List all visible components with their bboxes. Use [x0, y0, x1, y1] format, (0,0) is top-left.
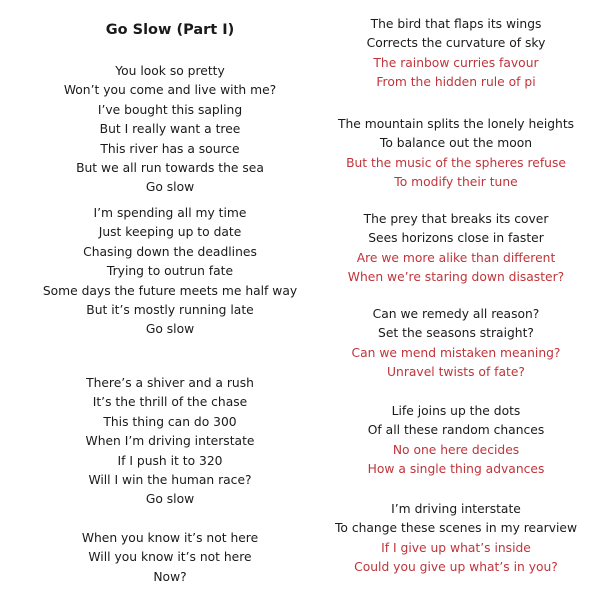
lyric-line: Some days the future meets me half way	[42, 283, 298, 298]
lyric-line-highlighted: How a single thing advances	[367, 462, 545, 477]
lyric-line-highlighted: If I give up what’s inside	[381, 540, 531, 555]
stanza	[30, 374, 310, 510]
lyric-line: When you know it’s not here	[81, 531, 259, 545]
stanza	[322, 15, 590, 93]
lyric-line: The prey that breaks its cover	[363, 212, 549, 226]
lyric-line: Just keeping up to date	[98, 225, 242, 240]
stanza	[322, 305, 590, 383]
lyric-line: Set the seasons straight?	[378, 326, 534, 341]
lyric-line: The bird that flaps its wings	[370, 17, 542, 31]
lyric-line: But we all run towards the sea	[76, 160, 264, 175]
lyric-line: When I’m driving interstate	[85, 434, 255, 449]
lyric-line: But I really want a tree	[99, 122, 241, 137]
lyric-line-highlighted: To modify their tune	[394, 175, 518, 190]
stanza	[30, 204, 310, 340]
lyric-line: Will I win the human race?	[88, 472, 252, 487]
lyric-line: Can we remedy all reason?	[372, 307, 540, 321]
lyric-line: If I push it to 320	[117, 453, 223, 468]
lyric-line-highlighted: Unravel twists of fate?	[387, 365, 525, 380]
lyric-line: Now?	[153, 569, 187, 584]
lyric-line-highlighted: Could you give up what’s in you?	[354, 560, 558, 575]
lyric-line: To change these scenes in my rearview	[334, 521, 578, 536]
lyric-line-highlighted: Can we mend mistaken meaning?	[351, 345, 561, 360]
lyric-line: You look so pretty	[115, 64, 225, 78]
lyric-line: Corrects the curvature of sky	[366, 36, 546, 51]
stanza	[322, 500, 590, 578]
lyric-line: I’ve bought this sapling	[97, 102, 243, 117]
lyric-line: But it’s mostly running late	[86, 302, 254, 317]
stanza	[322, 402, 590, 480]
lyric-line: I’m driving interstate	[391, 502, 521, 516]
lyric-line-highlighted: Are we more alike than different	[356, 250, 556, 265]
lyric-line: Won’t you come and live with me?	[63, 83, 277, 98]
stanza	[322, 115, 590, 193]
lyric-line: This river has a source	[100, 141, 240, 156]
page-title: Go Slow (Part I)	[105, 22, 235, 38]
lyric-line: It’s the thrill of the chase	[92, 395, 248, 410]
lyric-line: Go slow	[145, 322, 195, 337]
lyric-line: There’s a shiver and a rush	[86, 376, 254, 390]
lyric-line: Go slow	[145, 180, 195, 195]
lyric-line: Life joins up the dots	[391, 404, 521, 418]
lyric-line-highlighted: But the music of the spheres refuse	[346, 155, 566, 170]
lyric-line: Chasing down the deadlines	[83, 244, 257, 259]
lyric-line: This thing can do 300	[103, 414, 237, 429]
stanza	[30, 529, 310, 587]
lyric-line-highlighted: From the hidden rule of pi	[376, 75, 536, 90]
lyric-line: Will you know it’s not here	[88, 550, 252, 565]
lyric-line: Sees horizons close in faster	[368, 231, 544, 246]
stanza	[30, 62, 310, 198]
lyric-line: The mountain splits the lonely heights	[337, 117, 575, 131]
stanza	[322, 210, 590, 288]
lyric-line-highlighted: No one here decides	[392, 442, 520, 457]
lyric-line: Of all these random chances	[367, 423, 545, 438]
lyric-line: Go slow	[145, 492, 195, 507]
lyric-line: Trying to outrun fate	[106, 264, 234, 279]
lyric-line: To balance out the moon	[379, 136, 533, 151]
lyric-line-highlighted: When we’re staring down disaster?	[347, 270, 565, 285]
lyric-line: I’m spending all my time	[93, 206, 247, 220]
lyric-line-highlighted: The rainbow curries favour	[373, 55, 539, 70]
